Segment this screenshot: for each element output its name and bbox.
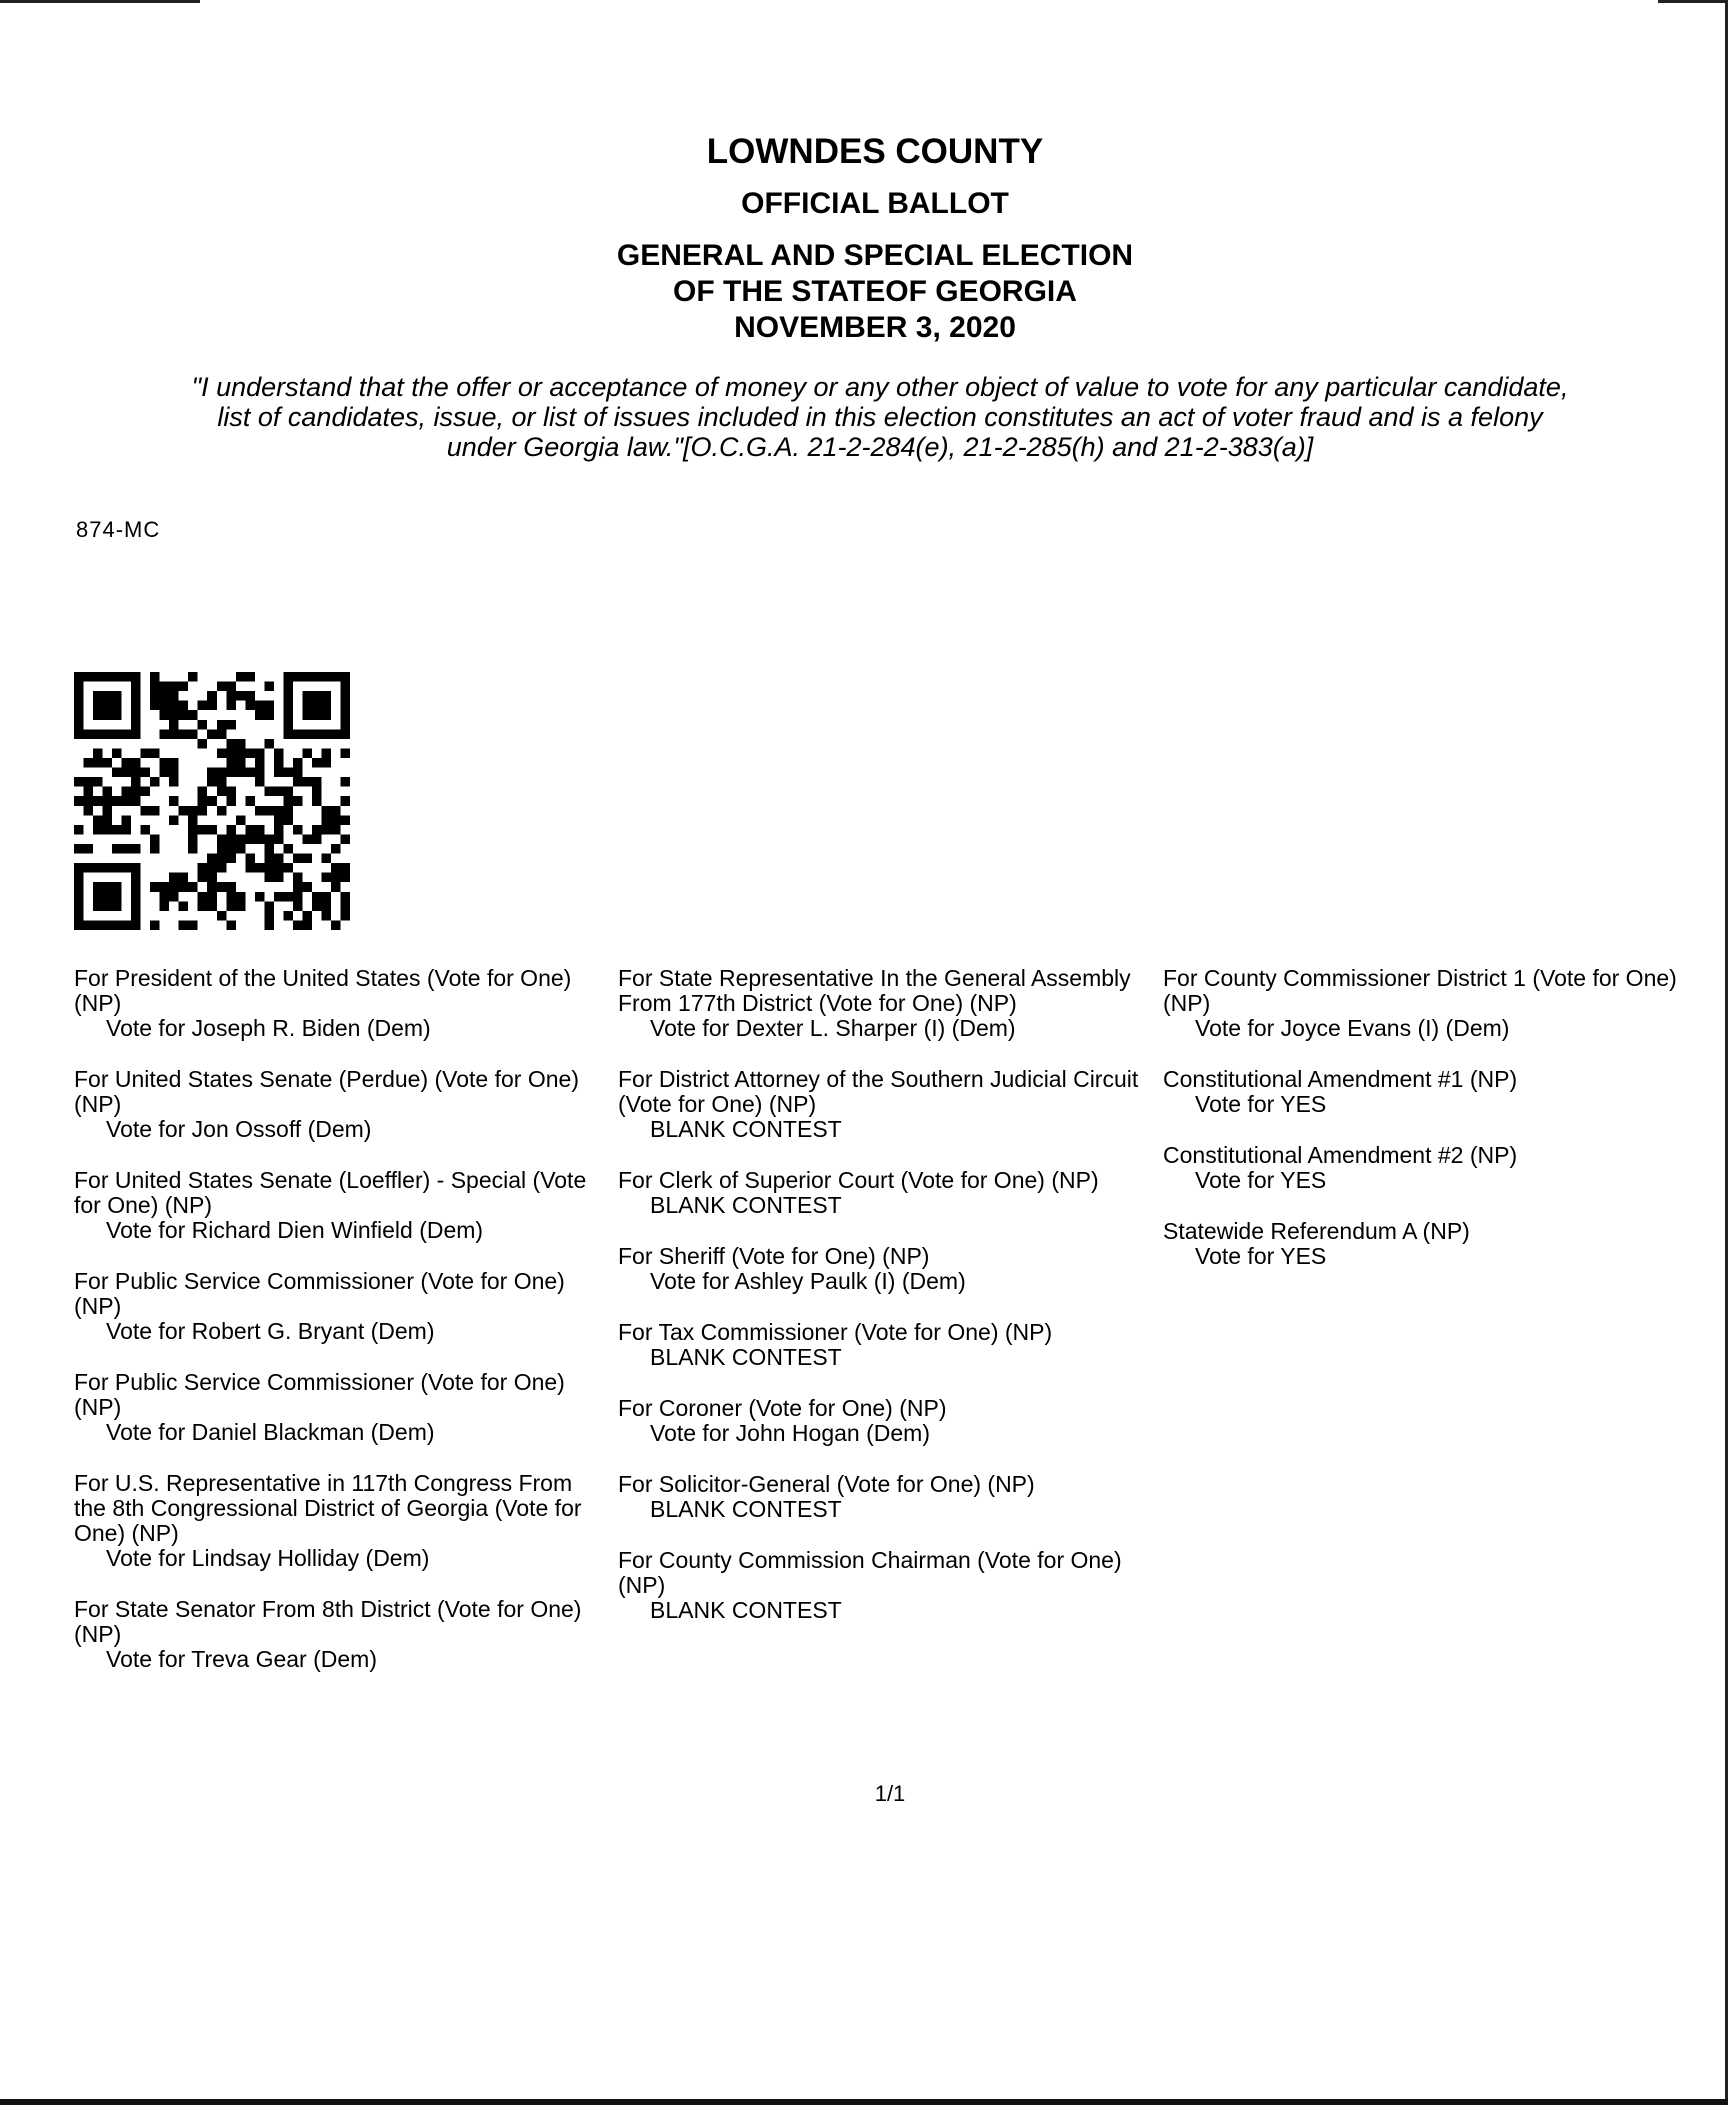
contest-title: Constitutional Amendment #1 (NP) <box>1163 1066 1518 1092</box>
contest <box>1163 1067 1723 1117</box>
contest <box>618 1168 1158 1218</box>
contest-selection: Vote for Robert G. Bryant (Dem) <box>106 1318 435 1344</box>
contest-title: For Coroner (Vote for One) (NP) <box>618 1395 947 1421</box>
oath-line-1: "I understand that the offer or acceptance of money or any other object of value to vote for any particular candidate, <box>191 372 1569 402</box>
contest <box>1163 1143 1723 1193</box>
election-line-1: GENERAL AND SPECIAL ELECTION <box>616 239 1134 272</box>
ballot-id: 874-MC <box>76 517 161 542</box>
scan-edge-top-left <box>0 0 200 3</box>
contest <box>74 1269 604 1344</box>
contest <box>74 1471 604 1571</box>
oath-line-2: list of candidates, issue, or list of issues included in this election constitutes an act of voter fraud and is a felony <box>217 402 1543 432</box>
contest-title: Statewide Referendum A (NP) <box>1163 1218 1470 1244</box>
contest-title: For United States Senate (Loeffler) - Special (Vote for One) (NP) <box>74 1167 587 1218</box>
contest-selection: Vote for Daniel Blackman (Dem) <box>106 1419 435 1445</box>
contest-title: For Sheriff (Vote for One) (NP) <box>618 1243 930 1269</box>
contest-selection: BLANK CONTEST <box>650 1496 842 1522</box>
contest <box>618 1472 1158 1522</box>
contest-selection: Vote for Joseph R. Biden (Dem) <box>106 1015 431 1041</box>
contest-title: For United States Senate (Perdue) (Vote for One) (NP) <box>74 1066 579 1117</box>
contest-selection: Vote for Dexter L. Sharper (I) (Dem) <box>650 1015 1016 1041</box>
voter-oath-statement <box>70 372 1690 462</box>
contest <box>618 1244 1158 1294</box>
contest-title: For Solicitor-General (Vote for One) (NP) <box>618 1471 1035 1497</box>
contest <box>1163 966 1723 1041</box>
contest-selection: BLANK CONTEST <box>650 1344 842 1370</box>
contest-title: For U.S. Representative in 117th Congress From the 8th Congressional District of Georgia (Vote for One) (NP) <box>74 1470 582 1546</box>
contest <box>74 1597 604 1672</box>
contest-title: For State Senator From 8th District (Vote for One) (NP) <box>74 1596 582 1647</box>
page-number: 1/1 <box>874 1781 906 1806</box>
oath-line-3: under Georgia law."[O.C.G.A. 21-2-284(e), 21-2-285(h) and 21-2-383(a)] <box>446 432 1314 462</box>
contest-selection: Vote for Jon Ossoff (Dem) <box>106 1116 372 1142</box>
contest <box>618 1396 1158 1446</box>
contest <box>618 1548 1158 1623</box>
contest-selection: Vote for Treva Gear (Dem) <box>106 1646 377 1672</box>
contest-title: For Tax Commissioner (Vote for One) (NP) <box>618 1319 1053 1345</box>
election-title <box>0 238 1728 346</box>
ballot-column-2 <box>618 966 1158 1649</box>
contest <box>74 1168 604 1243</box>
contest-title: For State Representative In the General Assembly From 177th District (Vote for One) (NP) <box>618 965 1131 1016</box>
contest-title: For Public Service Commissioner (Vote for One) (NP) <box>74 1369 565 1420</box>
contest-selection: Vote for YES <box>1195 1167 1327 1193</box>
scan-edge-top-right <box>1658 0 1728 3</box>
contest-title: For County Commission Chairman (Vote for One) (NP) <box>618 1547 1122 1598</box>
election-line-2: OF THE STATEOF GEORGIA <box>673 275 1077 308</box>
contest <box>1163 1219 1723 1269</box>
contest-selection: Vote for YES <box>1195 1091 1327 1117</box>
contest-title: For District Attorney of the Southern Judicial Circuit (Vote for One) (NP) <box>618 1066 1139 1117</box>
contest <box>74 966 604 1041</box>
contest-selection: Vote for Lindsay Holliday (Dem) <box>106 1545 430 1571</box>
contest-title: For Public Service Commissioner (Vote for One) (NP) <box>74 1268 565 1319</box>
contest <box>618 1067 1158 1142</box>
ballot-column-3 <box>1163 966 1723 1295</box>
contest-selection: BLANK CONTEST <box>650 1116 842 1142</box>
contest <box>618 966 1158 1041</box>
contest-selection: BLANK CONTEST <box>650 1597 842 1623</box>
ballot-type: OFFICIAL BALLOT <box>741 187 1009 220</box>
contest-selection: Vote for Ashley Paulk (I) (Dem) <box>650 1268 966 1294</box>
contest-selection: Vote for YES <box>1195 1243 1327 1269</box>
contest-selection: Vote for Joyce Evans (I) (Dem) <box>1195 1015 1510 1041</box>
county-name: LOWNDES COUNTY <box>706 132 1044 171</box>
contest-selection: Vote for John Hogan (Dem) <box>650 1420 930 1446</box>
contest-title: For Clerk of Superior Court (Vote for One) (NP) <box>618 1167 1099 1193</box>
contest-selection: BLANK CONTEST <box>650 1192 842 1218</box>
contest <box>618 1320 1158 1370</box>
ballot-column-1 <box>74 966 604 1698</box>
election-date: NOVEMBER 3, 2020 <box>734 311 1016 344</box>
ballot-header <box>0 128 1728 346</box>
contest-title: For County Commissioner District 1 (Vote for One) (NP) <box>1163 965 1677 1016</box>
qr-code-icon <box>74 672 350 930</box>
scan-edge-bottom <box>0 2099 1728 2105</box>
contest <box>74 1370 604 1445</box>
contest-title: Constitutional Amendment #2 (NP) <box>1163 1142 1518 1168</box>
contest <box>74 1067 604 1142</box>
contest-title: For President of the United States (Vote for One) (NP) <box>74 965 572 1016</box>
contest-selection: Vote for Richard Dien Winfield (Dem) <box>106 1217 484 1243</box>
